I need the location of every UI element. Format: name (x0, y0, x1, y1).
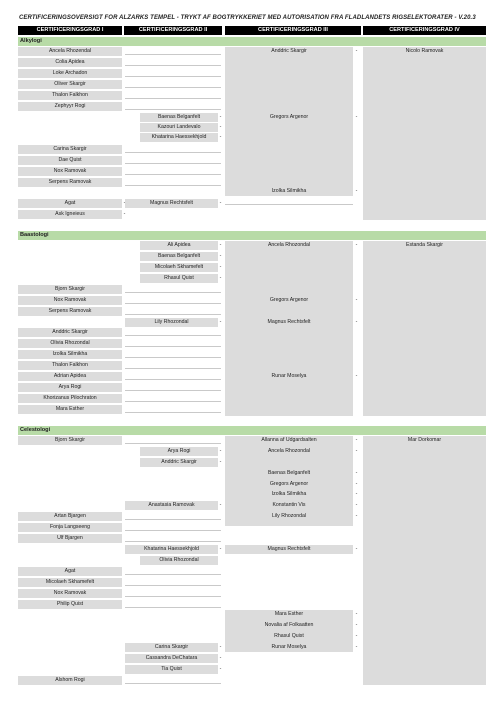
dash: - (355, 546, 358, 552)
grad4-background-celestologi (363, 436, 486, 685)
cel-grad1-name: Fonja Langseeng (18, 523, 122, 532)
dash: - (219, 264, 222, 270)
empty-line (125, 390, 221, 391)
dash: - (219, 134, 222, 140)
alk-grad1-name: Colia Apidea (18, 58, 122, 67)
empty-line (125, 401, 221, 402)
dash: - (355, 470, 358, 476)
dash: - (355, 481, 358, 487)
empty-line (125, 292, 221, 293)
empty-line (125, 596, 221, 597)
baa-grad1-name: Bjorn Skargir (18, 285, 122, 294)
dash: - (355, 48, 358, 54)
grad4-background-baastologi (363, 241, 486, 416)
dash: - (355, 491, 358, 497)
baa-grad2-name: Rhasul Quist (140, 274, 218, 283)
dash: - (219, 502, 222, 508)
section-celestologi: Celestologi (18, 426, 486, 435)
alk-grad1-name: Serpens Ramovak (18, 178, 122, 187)
baa-grad1-name: Nox Ramovak (18, 296, 122, 305)
alk-grad1-name: Nox Ramovak (18, 167, 122, 176)
baa-grad1-name: Olivia Rhozondal (18, 339, 122, 348)
empty-line (125, 357, 221, 358)
baa-grad3-name: Runar Moselya (271, 373, 307, 379)
cel-grad3-name: Mara Esther (274, 611, 304, 617)
baa-grad3-name: Ancela Rhozondal (267, 242, 311, 248)
empty-line (125, 76, 221, 77)
alk-grad3-name: Izolka Silmikha (271, 188, 307, 194)
alk-grad1-name: Loke Archadon (18, 69, 122, 78)
cel-grad2-name: Olivia Rhozondal (140, 556, 218, 565)
baa-grad1-name: Adrian Apidea (18, 372, 122, 381)
dash: - (219, 200, 222, 206)
empty-line (125, 585, 221, 586)
dash: - (355, 513, 358, 519)
alk-grad1-name: Dae Quist (18, 156, 122, 165)
baa-grad1-name: Thalon Falkhon (18, 361, 122, 370)
alk-grad1-name: Agat (18, 199, 122, 208)
cel-grad2-name: Khatarina Haessekhjold (125, 545, 218, 554)
cel-grad2-name: Anastasia Ramovak (125, 501, 218, 510)
empty-line (125, 530, 221, 531)
dash: - (123, 211, 126, 217)
dash: - (355, 188, 358, 194)
dash: - (355, 114, 358, 120)
cel-grad3-name: Gregors Argenor (269, 481, 309, 487)
empty-line (225, 204, 353, 205)
cel-grad1-name: Ulf Bjargen (18, 534, 122, 543)
empty-line (125, 541, 221, 542)
dash: - (219, 655, 222, 661)
empty-line (125, 65, 221, 66)
empty-line (125, 163, 221, 164)
alk-grad4-name: Nicolo Ramovak (405, 48, 444, 54)
dash: - (355, 297, 358, 303)
alk-grad1-name: Carina Skargir (18, 145, 122, 154)
dash: - (219, 448, 222, 454)
empty-line (125, 346, 221, 347)
dash: - (219, 319, 222, 325)
baa-grad1-name: Izolka Silmikha (18, 350, 122, 359)
cel-grad3-name: Runar Moselya (271, 644, 307, 650)
dash: - (355, 437, 358, 443)
dash: - (355, 448, 358, 454)
empty-line (125, 519, 221, 520)
cel-grad1-name: Alshom Rogi (18, 676, 122, 685)
dash: - (355, 242, 358, 248)
alk-grad2-name: Magnus Rechtsfelt (125, 199, 218, 208)
dash: - (219, 666, 222, 672)
empty-line (125, 412, 221, 413)
section-alkylogi: Alkylogi (18, 37, 486, 46)
empty-line (125, 574, 221, 575)
dash: - (355, 633, 358, 639)
cel-grad1-name: Artan Bjargen (18, 512, 122, 521)
cel-grad3-name: Allanna af Udgardsalten (261, 437, 317, 443)
dash: - (355, 319, 358, 325)
empty-line (125, 443, 221, 444)
baa-grad3-name: Gregors Argenor (269, 297, 309, 303)
cel-grad3-name: Magnus Rechtsfelt (225, 545, 353, 554)
cel-grad1-name: Agat (18, 567, 122, 576)
empty-line (125, 54, 221, 55)
dash: - (355, 611, 358, 617)
empty-line (125, 379, 221, 380)
document-title: CERTIFICERINGSOVERSIGT FOR ALZARKS TEMPEL - TRYKT AF BOGTRYKKERIET MED AUTORISATION FRA FLADLANDETS RIGSELEKTORATER - V.20.3 (19, 15, 476, 21)
dash: - (355, 622, 358, 628)
dash: - (219, 253, 222, 259)
dash: - (219, 546, 222, 552)
dash: - (355, 644, 358, 650)
dash: - (219, 275, 222, 281)
cel-grad2-name: Anddric Skargir (140, 458, 218, 467)
cel-grad1-name: Philip Quist (18, 600, 122, 609)
cel-grad2-name: Tia Quist (125, 665, 218, 674)
empty-line (125, 174, 221, 175)
empty-line (125, 368, 221, 369)
dash: - (219, 124, 222, 130)
dash: - (355, 373, 358, 379)
empty-line (125, 314, 221, 315)
empty-line (125, 303, 221, 304)
header-grad-4: CERTIFICERINGSGRAD IV (363, 26, 486, 35)
cel-grad2-name: Carina Skargir (125, 643, 218, 652)
baa-grad2-name: Ali Apidea (140, 241, 218, 250)
empty-line (125, 335, 221, 336)
baa-grad2-name: Micolaeh Skhamefelt (140, 263, 218, 272)
alk-grad1-name: Thalon Falkhon (18, 91, 122, 100)
grad3-background-baastologi (225, 241, 353, 416)
header-grad-1: CERTIFICERINGSGRAD I (18, 26, 122, 35)
empty-line (125, 87, 221, 88)
empty-line (125, 607, 221, 608)
baa-grad2-name: Baenas Belganfelt (140, 252, 218, 261)
dash: - (219, 114, 222, 120)
dash: - (219, 644, 222, 650)
empty-line (125, 683, 221, 684)
baa-grad1-name: Arya Rogi (18, 383, 122, 392)
baa-grad3-name: Magnus Rechtsfelt (267, 319, 311, 325)
alk-grad3-name: Gregors Argenor (269, 114, 309, 120)
header-grad-2: CERTIFICERINGSGRAD II (124, 26, 222, 35)
cel-grad3-name: Konstantin Vis (272, 502, 306, 508)
cel-grad4-name: Mar Dorkomar (407, 437, 442, 443)
alk-grad1-name: Zephyyr Rogi (18, 102, 122, 111)
baa-grad1-name: Khorizanus Pilochraton (18, 394, 122, 403)
dash: - (355, 502, 358, 508)
cel-grad1-name: Nox Ramovak (18, 589, 122, 598)
alk-grad1-name: Ask Igneieus (18, 210, 122, 219)
alk-grad2-name: Kazouri Landevalo (140, 123, 218, 132)
dash: - (219, 242, 222, 248)
baa-grad1-name: Mara Esther (18, 405, 122, 414)
cel-grad3-name: Izolka Silmikha (271, 491, 307, 497)
baa-grad4-name: Estanda Skargir (406, 242, 443, 248)
cel-grad3-name: Lily Rhozondal (271, 513, 307, 519)
dash: - (219, 459, 222, 465)
alk-grad3-name: Anddric Skargir (271, 48, 307, 54)
cel-grad2-name: Arya Rogi (140, 447, 218, 456)
cel-grad2-name: Cassandra DeChatara (125, 654, 218, 663)
cel-grad3-name: Rhasul Quist (274, 633, 304, 639)
cel-grad3-name: Novalia af Folkaatten (264, 622, 314, 628)
empty-line (125, 185, 221, 186)
empty-line (125, 109, 221, 110)
baa-grad2-name: Lily Rhozondal (125, 318, 218, 327)
alk-grad1-name: Oliver Skargir (18, 80, 122, 89)
alk-grad2-name: Khatarina Haessekhjold (140, 133, 218, 142)
baa-grad1-name: Anddric Skargir (18, 328, 122, 337)
baa-grad1-name: Serpens Ramovak (18, 307, 122, 316)
alk-grad1-name: Ancela Rhozendal (18, 47, 122, 56)
section-baastologi: Baastologi (18, 231, 486, 240)
grad4-background-alkylogi (363, 47, 486, 220)
empty-line (125, 98, 221, 99)
cel-grad1-name: Bjorn Skargir (18, 436, 122, 445)
cel-grad1-name: Micolaeh Skhamefelt (18, 578, 122, 587)
cel-grad3-name: Ancela Rhozondal (267, 448, 311, 454)
cel-grad3-name: Baenas Belganfelt (267, 470, 311, 476)
header-grad-3: CERTIFICERINGSGRAD III (225, 26, 361, 35)
empty-line (125, 152, 221, 153)
alk-grad2-name: Baenas Belganfelt (140, 113, 218, 122)
